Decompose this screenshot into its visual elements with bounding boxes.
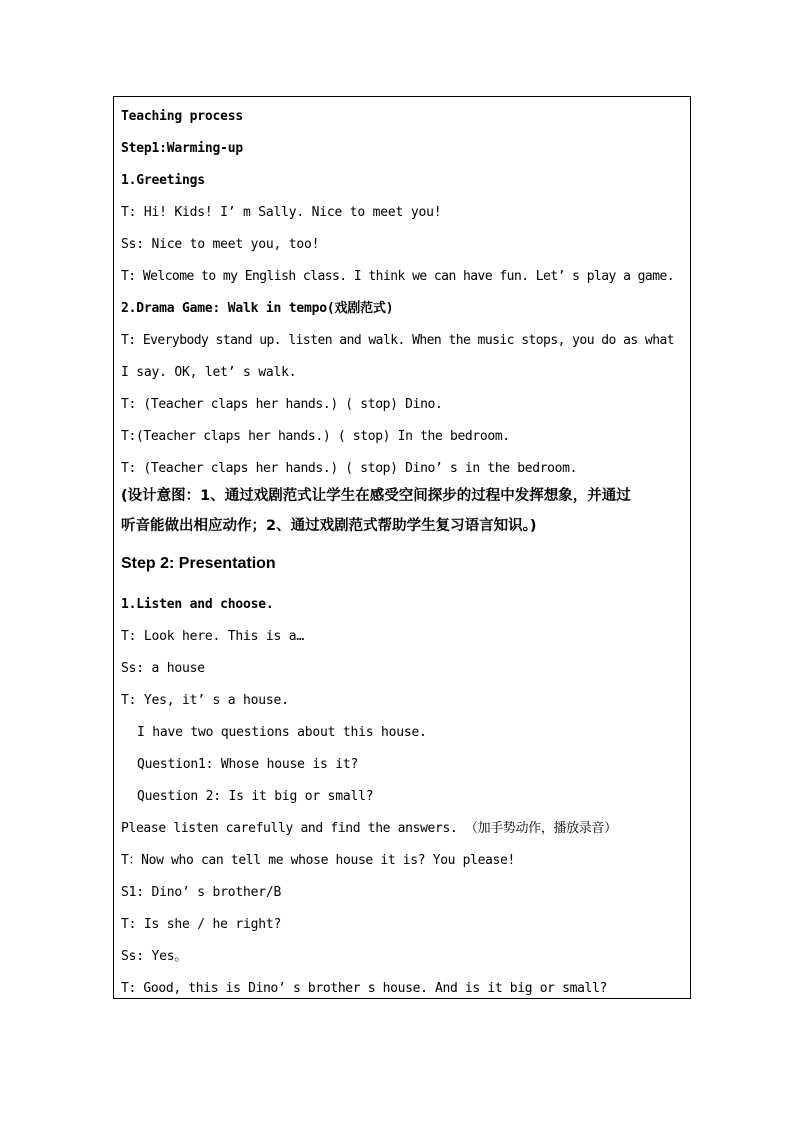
listen-choose-heading: 1.Listen and choose.	[121, 597, 274, 612]
question-line: Question1: Whose house is it?	[137, 757, 359, 772]
dialogue-line: Ss: Yes。	[121, 949, 188, 964]
dialogue-line: T: Look here. This is a…	[121, 629, 305, 644]
instruction-line: Please listen carefully and find the answers. （加手势动作，播放录音）	[121, 821, 617, 836]
dialogue-line: T: Good, this is Dino’ s brother s house. And is it big or small?	[121, 981, 607, 996]
dialogue-line: S1: Dino’ s brother/B	[121, 885, 282, 900]
dialogue-line: T: Hi! Kids! I’ m Sally. Nice to meet you!	[121, 205, 442, 220]
design-intent-note: (设计意图：1、通过戏剧范式让学生在感受空间探步的过程中发挥想象，并通过	[121, 488, 631, 504]
dialogue-line: T: Yes, it’ s a house.	[121, 693, 289, 708]
question-line: Question 2: Is it big or small?	[137, 789, 374, 804]
dialogue-line: T：Now who can tell me whose house it is? You please!	[121, 853, 515, 868]
dialogue-line: T: Everybody stand up. listen and walk. When the music stops, you do as what	[121, 333, 675, 348]
dialogue-line: Ss: Nice to meet you, too!	[121, 237, 320, 252]
dialogue-line: T:(Teacher claps her hands.) ( stop) In the bedroom.	[121, 429, 510, 444]
dialogue-line: T: (Teacher claps her hands.) ( stop) Dino’ s in the bedroom.	[121, 461, 578, 476]
drama-game-heading: 2.Drama Game: Walk in tempo(戏剧范式)	[121, 301, 394, 316]
design-intent-note-continued: 听音能做出相应动作；2、通过戏剧范式帮助学生复习语言知识。)	[121, 518, 537, 534]
step2-heading: Step 2: Presentation	[121, 555, 276, 572]
dialogue-line: I say. OK, let’ s walk.	[121, 365, 297, 380]
dialogue-line: T: (Teacher claps her hands.) ( stop) Dino.	[121, 397, 443, 412]
section-heading-teaching-process: Teaching process	[121, 109, 244, 124]
dialogue-line: T: Is she / he right?	[121, 917, 282, 932]
dialogue-line: I have two questions about this house.	[137, 725, 427, 740]
dialogue-line: T: Welcome to my English class. I think we can have fun. Let’ s play a game.	[121, 269, 675, 284]
step1-heading: Step1:Warming-up	[121, 141, 244, 156]
dialogue-line: Ss: a house	[121, 661, 205, 676]
greetings-heading: 1.Greetings	[121, 173, 205, 188]
